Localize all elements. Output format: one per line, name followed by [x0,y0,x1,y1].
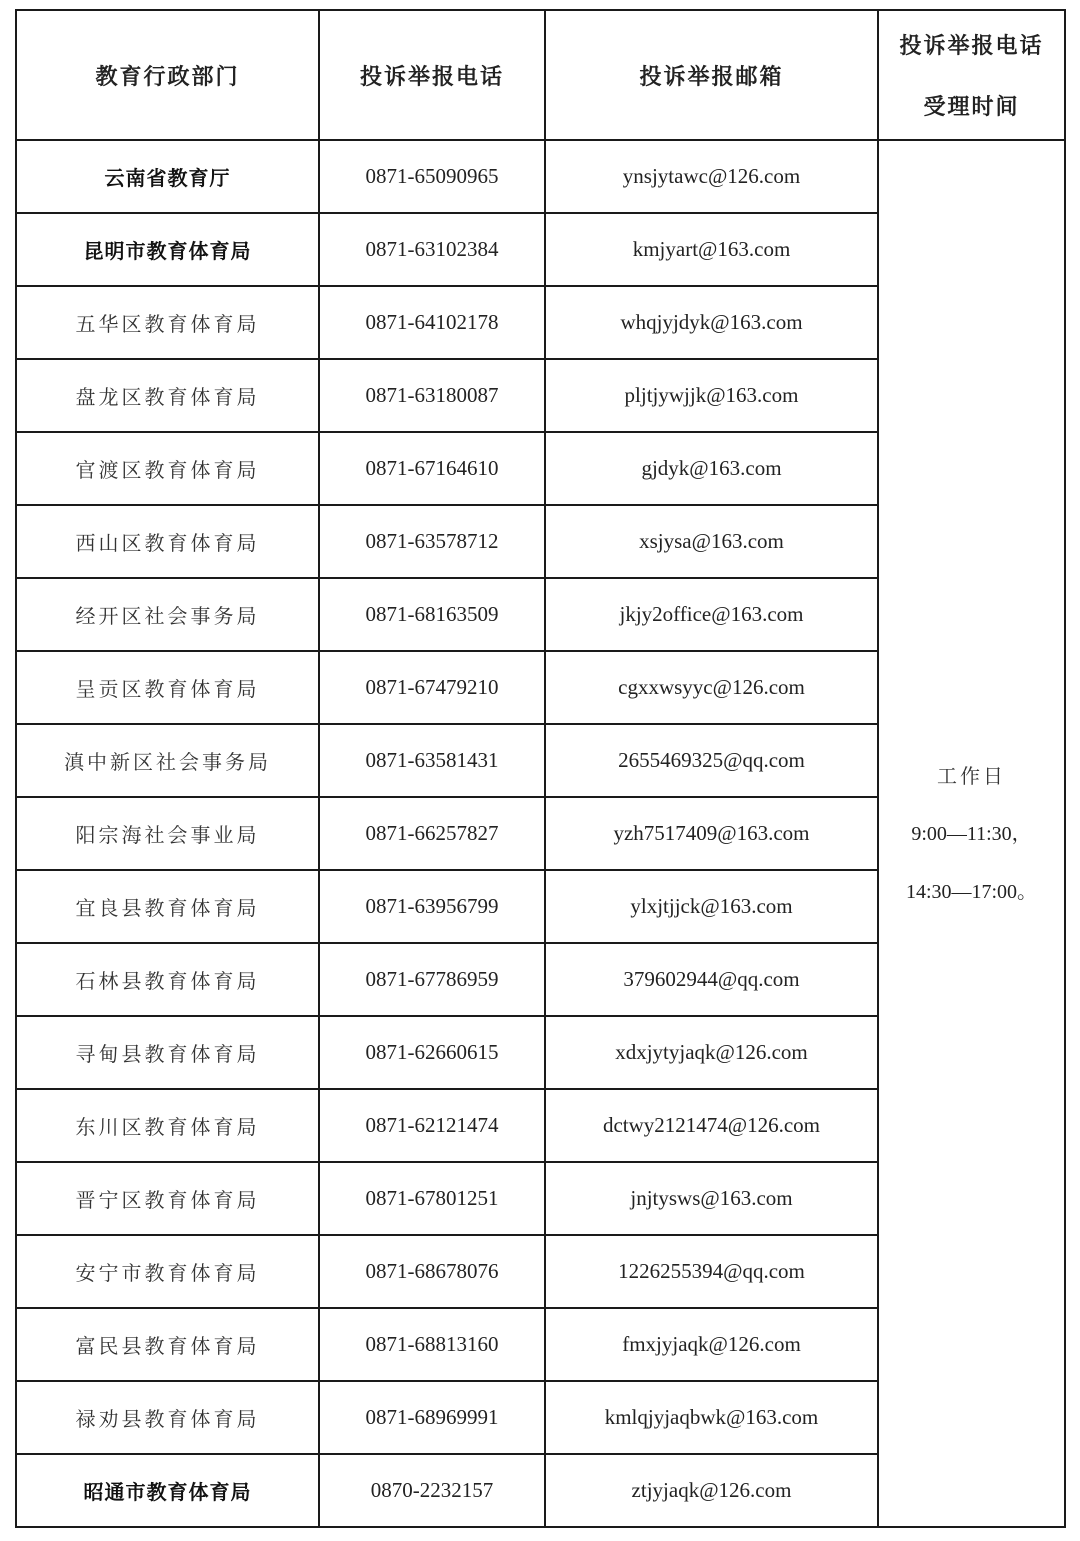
department-cell: 禄劝县教育体育局 [16,1381,319,1454]
email-cell: 379602944@qq.com [545,943,878,1016]
phone-cell: 0871-63581431 [319,724,545,797]
email-cell: fmxjyjaqk@126.com [545,1308,878,1381]
phone-cell: 0871-63956799 [319,870,545,943]
department-cell: 寻甸县教育体育局 [16,1016,319,1089]
email-cell: jnjtysws@163.com [545,1162,878,1235]
email-cell: xdxjytyjaqk@126.com [545,1016,878,1089]
header-phone: 投诉举报电话 [319,10,545,140]
email-cell: cgxxwsyyc@126.com [545,651,878,724]
department-cell: 盘龙区教育体育局 [16,359,319,432]
department-cell: 经开区社会事务局 [16,578,319,651]
department-cell: 东川区教育体育局 [16,1089,319,1162]
phone-cell: 0871-68163509 [319,578,545,651]
email-cell: dctwy2121474@126.com [545,1089,878,1162]
email-cell: yzh7517409@163.com [545,797,878,870]
email-cell: ynsjytawc@126.com [545,140,878,213]
department-cell: 呈贡区教育体育局 [16,651,319,724]
header-hours [878,10,1065,140]
complaint-contact-table [15,9,1066,1528]
department-cell: 昭通市教育体育局 [16,1454,319,1527]
header-hours-line2: 受理时间 [923,94,1020,120]
hours-workday: 工作日 [937,763,1006,788]
email-cell: kmlqjyjaqbwk@163.com [545,1381,878,1454]
department-cell: 云南省教育厅 [16,140,319,213]
department-cell: 晋宁区教育体育局 [16,1162,319,1235]
email-cell: jkjy2office@163.com [545,578,878,651]
email-cell: gjdyk@163.com [545,432,878,505]
phone-cell: 0870-2232157 [319,1454,545,1527]
header-email: 投诉举报邮箱 [545,10,878,140]
phone-cell: 0871-63180087 [319,359,545,432]
email-cell: pljtjywjjk@163.com [545,359,878,432]
phone-cell: 0871-66257827 [319,797,545,870]
email-cell: ztjyjaqk@126.com [545,1454,878,1527]
header-department: 教育行政部门 [16,10,319,140]
email-cell: ylxjtjjck@163.com [545,870,878,943]
phone-cell: 0871-67786959 [319,943,545,1016]
email-cell: kmjyart@163.com [545,213,878,286]
department-cell: 西山区教育体育局 [16,505,319,578]
email-cell: 2655469325@qq.com [545,724,878,797]
department-cell: 阳宗海社会事业局 [16,797,319,870]
hours-cell [878,140,1065,1527]
department-cell: 石林县教育体育局 [16,943,319,1016]
phone-cell: 0871-68678076 [319,1235,545,1308]
phone-cell: 0871-67164610 [319,432,545,505]
phone-cell: 0871-68813160 [319,1308,545,1381]
email-cell: whqjyjdyk@163.com [545,286,878,359]
hours-morning: 9:00—11:30， [911,822,1032,845]
phone-cell: 0871-62660615 [319,1016,545,1089]
department-cell: 富民县教育体育局 [16,1308,319,1381]
phone-cell: 0871-68969991 [319,1381,545,1454]
department-cell: 宜良县教育体育局 [16,870,319,943]
phone-cell: 0871-63578712 [319,505,545,578]
phone-cell: 0871-62121474 [319,1089,545,1162]
phone-cell: 0871-64102178 [319,286,545,359]
department-cell: 昆明市教育体育局 [16,213,319,286]
table-row [16,140,1065,213]
phone-cell: 0871-67801251 [319,1162,545,1235]
email-cell: 1226255394@qq.com [545,1235,878,1308]
header-hours-line1: 投诉举报电话 [899,33,1044,59]
phone-cell: 0871-63102384 [319,213,545,286]
phone-cell: 0871-65090965 [319,140,545,213]
department-cell: 五华区教育体育局 [16,286,319,359]
phone-cell: 0871-67479210 [319,651,545,724]
department-cell: 安宁市教育体育局 [16,1235,319,1308]
department-cell: 滇中新区社会事务局 [16,724,319,797]
hours-afternoon: 14:30—17:00。 [905,880,1038,903]
department-cell: 官渡区教育体育局 [16,432,319,505]
email-cell: xsjysa@163.com [545,505,878,578]
table-header-row [16,10,1065,140]
